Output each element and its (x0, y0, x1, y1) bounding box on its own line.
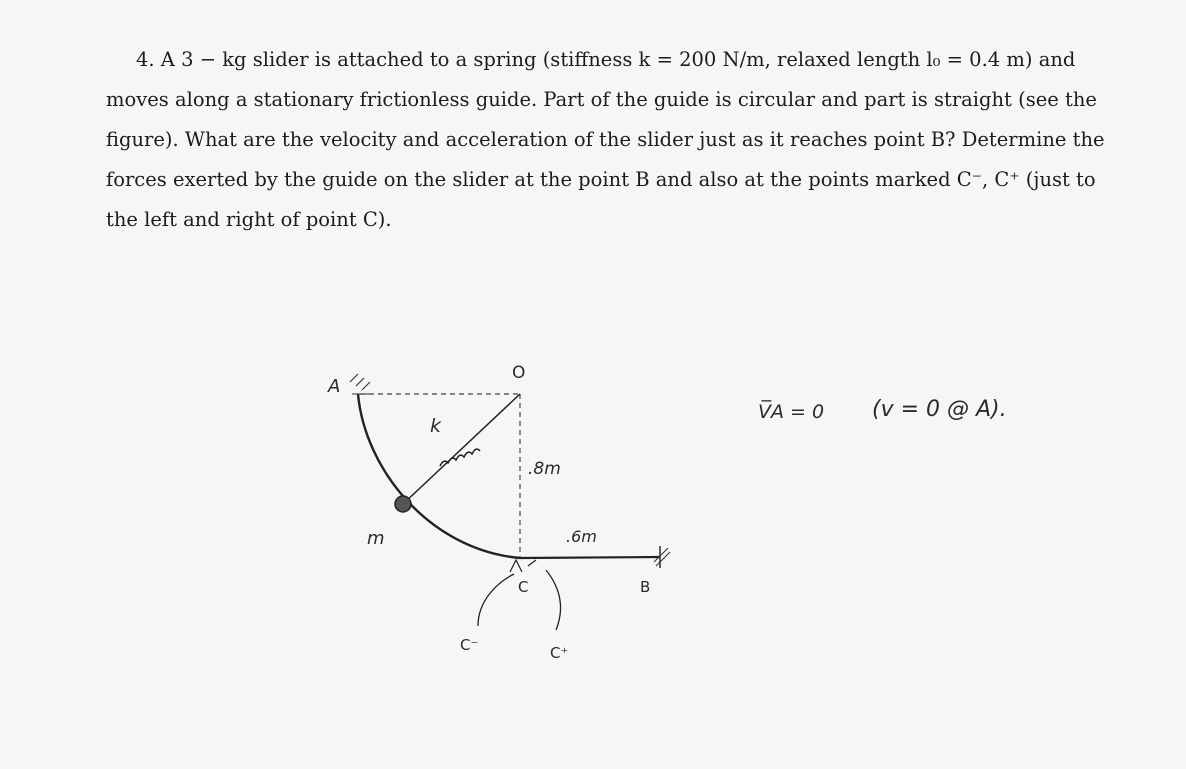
label-k: k (430, 415, 442, 437)
label-C: C (518, 578, 529, 596)
problem-line-1: 4. A 3 − kg slider is attached to a spring (stiffness k = 200 N/m, relaxed length l₀ = 0.4 m) and (136, 48, 1076, 71)
problem-line-2: moves along a stationary frictionless guide. Part of the guide is circular and part is straight (see the (106, 88, 1097, 111)
label-B: B (640, 578, 651, 596)
problem-line-4: forces exerted by the guide on the slider at the point B and also at the points marked C⁻, C⁺ (just to (106, 168, 1096, 191)
label-O: O (512, 363, 526, 383)
pointer-C-plus (546, 570, 561, 630)
label-C-plus: C⁺ (550, 644, 569, 662)
label-straight-length: .6m (566, 527, 597, 546)
pointer-C-minus (478, 574, 514, 626)
spring-line (403, 394, 520, 504)
label-C-minus: C⁻ (460, 636, 479, 654)
note-velocity-paren: (v = 0 @ A). (872, 397, 1007, 422)
label-A: A (328, 376, 341, 397)
support-hatch-A (350, 374, 372, 394)
note-velocity-A: V̅A = 0 (758, 401, 825, 423)
point-C-marker (510, 560, 536, 572)
straight-guide (520, 557, 660, 558)
problem-line-5: the left and right of point C). (106, 208, 392, 231)
label-m: m (367, 528, 385, 549)
slider-mass (395, 496, 411, 512)
label-radius: .8m (528, 459, 561, 479)
problem-line-3: figure). What are the velocity and acceleration of the slider just as it reaches point B? Determine the (106, 128, 1105, 151)
